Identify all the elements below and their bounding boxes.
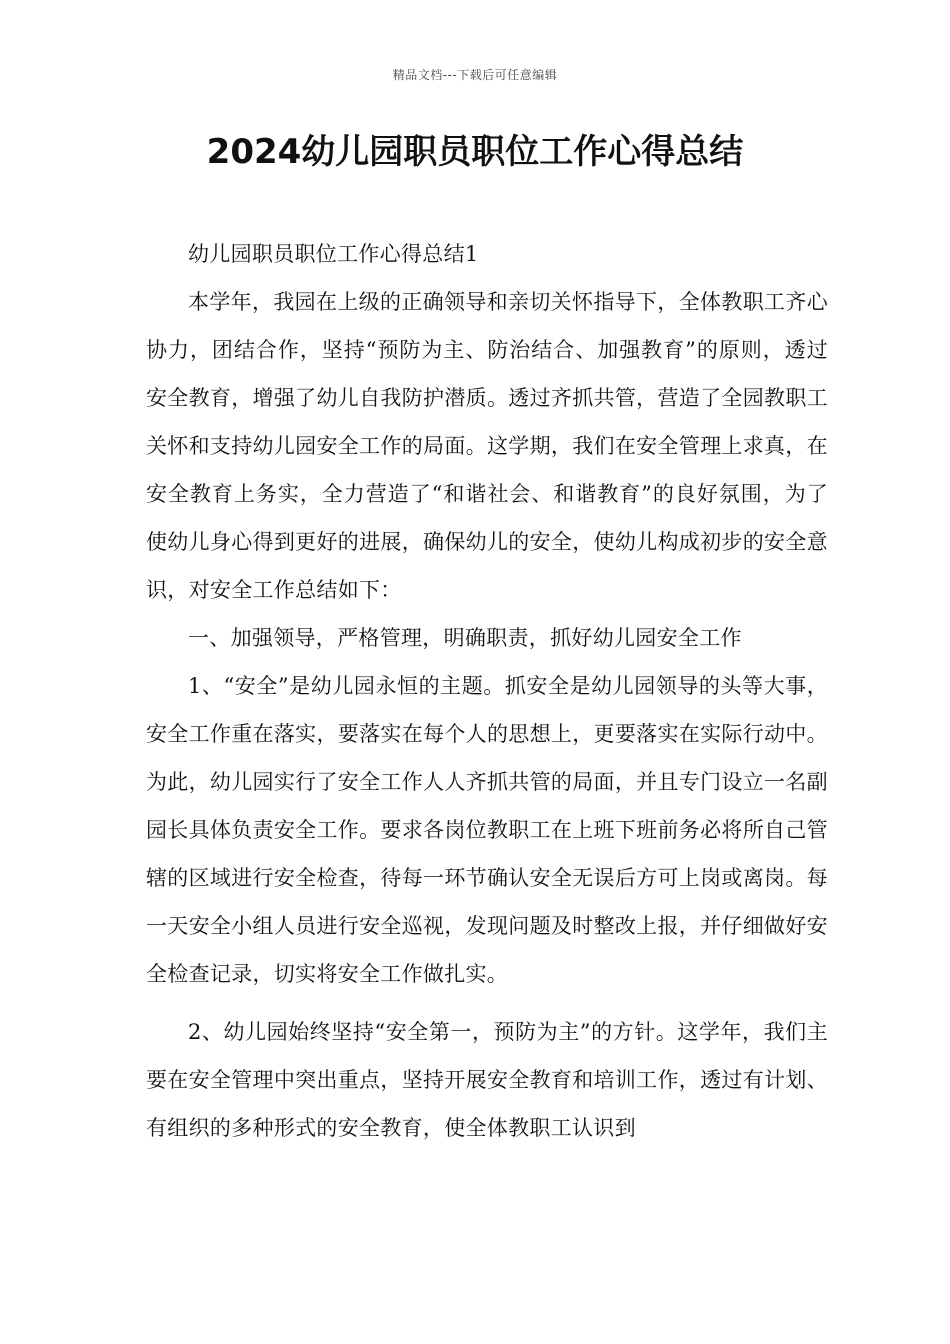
paragraph-item-2: 2、幼儿园始终坚持“安全第一，预防为主”的方针。这学年，我们主要在安全管理中突出重点，坚持开展安全教育和培训工作，透过有计划、有组织的多种形式的安全教育，使全体教职工认识到 [146,1020,828,1140]
document-title: 2024幼儿园职员职位工作心得总结 [206,132,744,172]
section-heading: 幼儿园职员职位工作心得总结1 [188,242,479,266]
section-subheading: 一、加强领导，严格管理，明确职责，抓好幼儿园安全工作 [188,626,742,650]
document-body [146,230,828,1152]
header-note: 精品文档---下载后可任意编辑 [392,68,558,82]
paragraph-item-1: 1、“安全”是幼儿园永恒的主题。抓安全是幼儿园领导的头等大事，安全工作重在落实，要落实在每个人的思想上，更要落实在实际行动中。为此，幼儿园实行了安全工作人人齐抓共管的局面，并且专门设立一名副园长具体负责安全工作。要求各岗位教职工在上班下班前务必将所自己管辖的区域进行安全检查，待每一环节确认安全无误后方可上岗或离岗。每一天安全小组人员进行安全巡视，发现问题及时整改上报，并仔细做好安全检查记录，切实将安全工作做扎实。 [146,674,828,986]
paragraph-intro: 本学年，我园在上级的正确领导和亲切关怀指导下，全体教职工齐心协力，团结合作，坚持“预防为主、防治结合、加强教育”的原则，透过安全教育，增强了幼儿自我防护潜质。透过齐抓共管，营造了全园教职工关怀和支持幼儿园安全工作的局面。这学期，我们在安全管理上求真，在安全教育上务实，全力营造了“和谐社会、和谐教育”的良好氛围，为了使幼儿身心得到更好的进展，确保幼儿的安全，使幼儿构成初步的安全意识，对安全工作总结如下： [146,290,828,602]
